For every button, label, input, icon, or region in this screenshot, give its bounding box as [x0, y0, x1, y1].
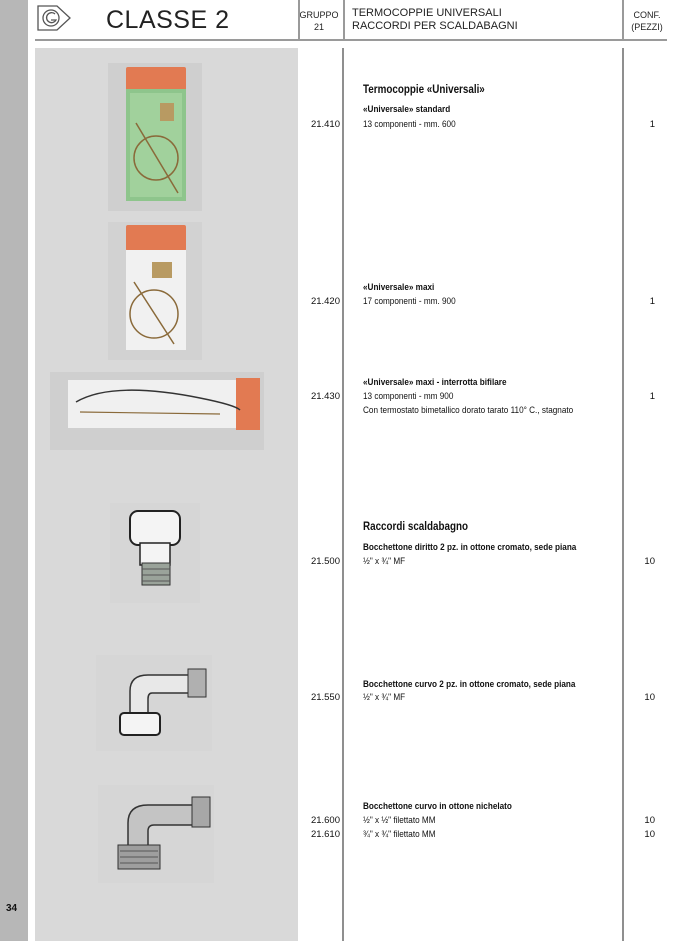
- column-divider: [622, 48, 624, 941]
- section-title-raccordi: Raccordi scaldabagno: [363, 519, 468, 533]
- class-title: CLASSE 2: [106, 6, 230, 34]
- item-description: 13 componenti - mm 900: [363, 391, 454, 402]
- category-title: [352, 7, 518, 32]
- section-title-termocoppie: Termocoppie «Universali»: [363, 82, 485, 96]
- brand-logo: [35, 4, 73, 32]
- header-divider: [622, 0, 624, 40]
- category-line-2: RACCORDI PER SCALDABAGNI: [352, 19, 518, 32]
- item-quantity: 1: [649, 119, 655, 130]
- item-quantity: 1: [649, 296, 655, 307]
- page-number: 34: [6, 903, 18, 914]
- item-title: «Universale» standard: [363, 104, 451, 115]
- item-description-extra: Con termostato bimetallico dorato tarato 110° C., stagnato: [363, 405, 574, 416]
- thermocouple-long-pack-photo: [50, 372, 264, 450]
- item-description: ½" x ½" filettato MM: [363, 815, 436, 826]
- item-quantity: 10: [644, 815, 655, 826]
- header-rule: [35, 39, 667, 41]
- item-description: 17 componenti - mm. 900: [363, 296, 456, 307]
- side-strip: [0, 0, 28, 941]
- elbow-fitting-nickel-photo: [98, 785, 214, 883]
- conf-sub-label: (PEZZI): [631, 22, 663, 32]
- thermocouple-pack-photo: [108, 63, 202, 211]
- item-code: 21.430: [310, 391, 340, 402]
- item-quantity: 1: [649, 391, 655, 402]
- elbow-fitting-chrome-photo: [96, 655, 212, 751]
- item-title: «Universale» maxi - interrotta bifilare: [363, 377, 507, 388]
- item-description: ½" x ¾" MF: [363, 556, 406, 567]
- item-code: 21.410: [310, 119, 340, 130]
- header-divider: [343, 0, 345, 40]
- item-code: 21.610: [310, 829, 340, 840]
- item-title: Bocchettone curvo 2 pz. in ottone cromato, sede piana: [363, 679, 576, 690]
- item-quantity: 10: [644, 556, 655, 567]
- conf-label: CONF.: [633, 10, 661, 20]
- item-description: ¾" x ¾" filettato MM: [363, 829, 436, 840]
- group-number: 21: [313, 22, 324, 32]
- item-code: 21.420: [310, 296, 340, 307]
- category-line-1: TERMOCOPPIE UNIVERSALI: [352, 7, 502, 19]
- item-description: ½" x ¾" MF: [363, 692, 406, 703]
- thermocouple-pack-photo: [108, 222, 202, 360]
- item-code: 21.550: [310, 692, 340, 703]
- column-divider: [342, 48, 344, 941]
- item-code: 21.500: [310, 556, 340, 567]
- header-divider: [298, 0, 300, 40]
- item-description: 13 componenti - mm. 600: [363, 119, 456, 130]
- item-title: «Universale» maxi: [363, 282, 435, 293]
- item-title: Bocchettone diritto 2 pz. in ottone cromato, sede piana: [363, 542, 577, 553]
- item-quantity: 10: [644, 692, 655, 703]
- item-code: 21.600: [310, 815, 340, 826]
- straight-fitting-photo: [110, 503, 200, 603]
- group-label: GRUPPO: [299, 10, 339, 20]
- item-title: Bocchettone curvo in ottone nichelato: [363, 801, 512, 812]
- item-quantity: 10: [644, 829, 655, 840]
